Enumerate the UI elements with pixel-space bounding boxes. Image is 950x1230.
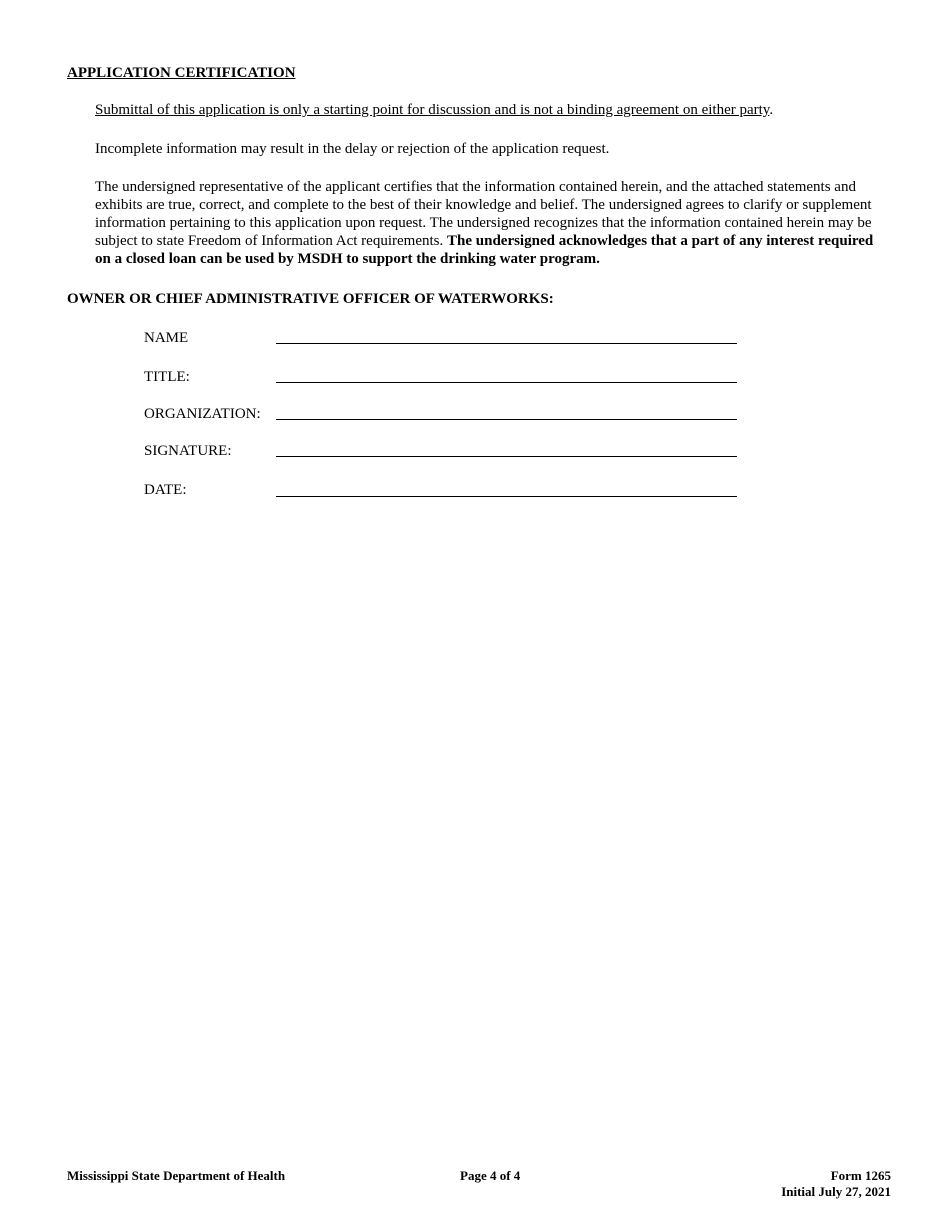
title-label: TITLE:	[144, 369, 190, 385]
section-title: APPLICATION CERTIFICATION	[67, 65, 296, 81]
incomplete-info-paragraph: Incomplete information may result in the delay or rejection of the application request.	[95, 141, 610, 157]
submittal-paragraph	[95, 101, 895, 119]
footer-page-number: Page 4 of 4	[460, 1168, 521, 1183]
organization-label: ORGANIZATION:	[144, 406, 261, 422]
signature-label: SIGNATURE:	[144, 443, 232, 459]
name-label: NAME	[144, 330, 189, 346]
date-label: DATE:	[144, 482, 187, 498]
footer-form-number: Form 1265	[830, 1168, 891, 1183]
certification-text: The undersigned representative of the applicant certifies that the information contained herein, and the attached statements and exhibits are true, correct, and complete to the best of their knowledge and belief. The undersigned agrees to clarify or supplement information pertaining to this application upon request. The undersigned recognizes that the information contained herein may be subject to state Freedom of Information Act requirements.	[95, 179, 872, 249]
submittal-period: .	[769, 102, 774, 118]
title-field[interactable]	[276, 382, 737, 383]
signature-field[interactable]	[276, 456, 737, 457]
submittal-text: Submittal of this application is only a starting point for discussion and is not a binding agreement on either party	[95, 102, 770, 118]
footer-form-info	[781, 1168, 891, 1200]
footer-department: Mississippi State Department of Health	[67, 1168, 286, 1183]
certification-paragraph	[95, 178, 890, 268]
date-field[interactable]	[276, 496, 737, 497]
organization-field[interactable]	[276, 419, 737, 420]
certification-acknowledgement: The undersigned acknowledges that a part of any interest required on a closed loan can be used by MSDH to support the drinking water program.	[95, 233, 874, 267]
name-field[interactable]	[276, 343, 737, 344]
officer-heading: OWNER OR CHIEF ADMINISTRATIVE OFFICER OF WATERWORKS:	[67, 291, 554, 307]
footer-form-date: Initial July 27, 2021	[781, 1184, 891, 1199]
